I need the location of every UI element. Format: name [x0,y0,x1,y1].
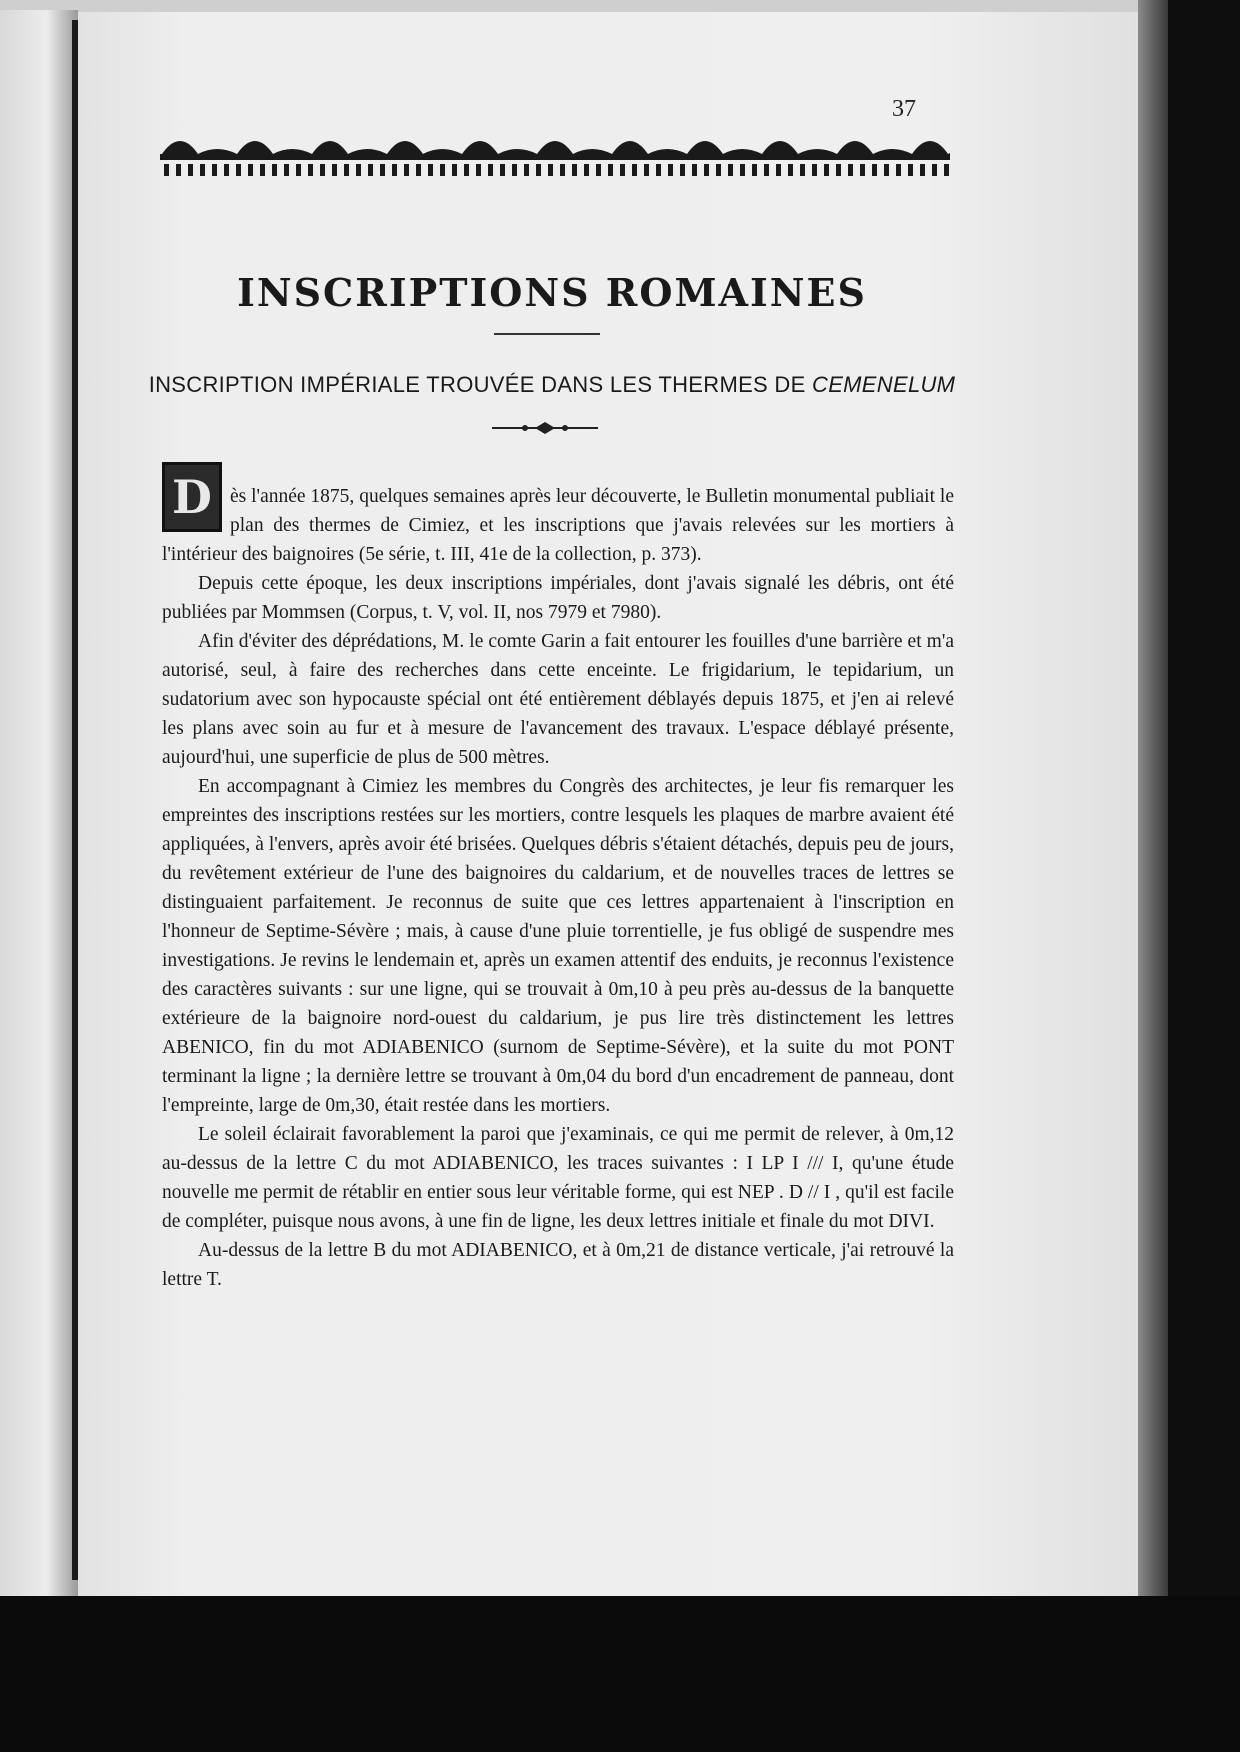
drop-cap-letter: D [172,470,212,524]
paragraph: Au-dessus de la lettre B du mot ADIABENICO, et à 0m,21 de distance verticale, j'ai retrouvé la lettre T. [162,1240,954,1290]
paragraph [162,482,954,569]
scan-background-bottom [0,1596,1240,1752]
book-spine [72,20,78,1580]
title-divider [494,333,600,335]
paragraph: Afin d'éviter des déprédations, M. le comte Garin a fait entourer les fouilles d'une barrière et m'a autorisé, seul, à faire des recherches dans cette enceinte. Le frigidarium, le tepidarium, un sudatorium avec son hypocauste spécial ont été entièrement déblayés depuis 1875, et j'en ai relevé les plans avec soin au fur et à mesure de l'avancement des travaux. L'espace déblayé présente, aujourd'hui, une superficie de plus de 500 mètres. [162,631,954,768]
scan-background-right [1168,0,1240,1752]
page-number: 37 [892,96,916,122]
paragraph: Depuis cette époque, les deux inscriptions impériales, dont j'avais signalé les débris, ont été publiées par Mommsen (Corpus, t. V, vol. II, nos 7979 et 7980). [162,573,954,623]
article-body [162,482,954,1294]
small-divider-ornament [490,420,600,436]
page-stack-edge [1138,0,1168,1610]
paragraph-text: ès l'année 1875, quelques semaines après leur découverte, le Bulletin monumental publiait le plan des thermes de Cimiez, et les inscriptions que j'avais relevées sur les mortiers à l'intérieur des baignoires (5e série, t. III, 41e de la collection, p. 373). [162,486,954,565]
subtitle-text: INSCRIPTION IMPÉRIALE TROUVÉE DANS LES THERMES DE [148,372,813,397]
page-title: INSCRIPTIONS ROMAINES [237,270,867,315]
paragraph: En accompagnant à Cimiez les membres du Congrès des architectes, je leur fis remarquer les empreintes des inscriptions restées sur les mortiers, contre lesquels les plaques de marbre avaient été appliquées, à l'envers, après avoir été brisées. Quelques débris s'étaient détachés, depuis peu de jours, du revêtement extérieur de l'une des baignoires du caldarium, et de nouvelles traces de lettres se distinguaient parfaitement. Je reconnus de suite que ces lettres appartenaient à l'inscription en l'honneur de Septime-Sévère ; mais, à cause d'une pluie torrentielle, je fus obligé de suspendre mes investigations. Je revins le lendemain et, après un examen attentif des enduits, je reconnus l'existence des caractères suivants : sur une ligne, qui se trouvait à 0m,10 à peu près au-dessus de la banquette extérieure de la baignoire nord-ouest du caldarium, je pus lire très distinctement les lettres ABENICO, fin du mot ADIABENICO (surnom de Septime-Sévère), et la suite du mot PONT terminant la ligne ; la dernière lettre se trouvant à 0m,04 du bord d'un encadrement de panneau, dont l'empreinte, large de 0m,30, était restée dans les mortiers. [162,776,954,1116]
paragraph: Le soleil éclairait favorablement la paroi que j'examinais, ce qui me permit de relever, à 0m,12 au-dessus de la lettre C du mot ADIABENICO, les traces suivantes : I LP I /// I, qu'une étude nouvelle me permit de rétablir en entier sous leur véritable forme, qui est NEP . D // I , qu'il est facile de compléter, puisque nous avons, à une fin de ligne, les deux lettres initiale et finale du mot DIVI. [162,1124,954,1232]
subtitle-italic: CEMENELUM [812,372,956,397]
header-ornament [160,132,950,178]
section-subtitle [0,372,1104,398]
facing-page-edge [0,10,78,1610]
